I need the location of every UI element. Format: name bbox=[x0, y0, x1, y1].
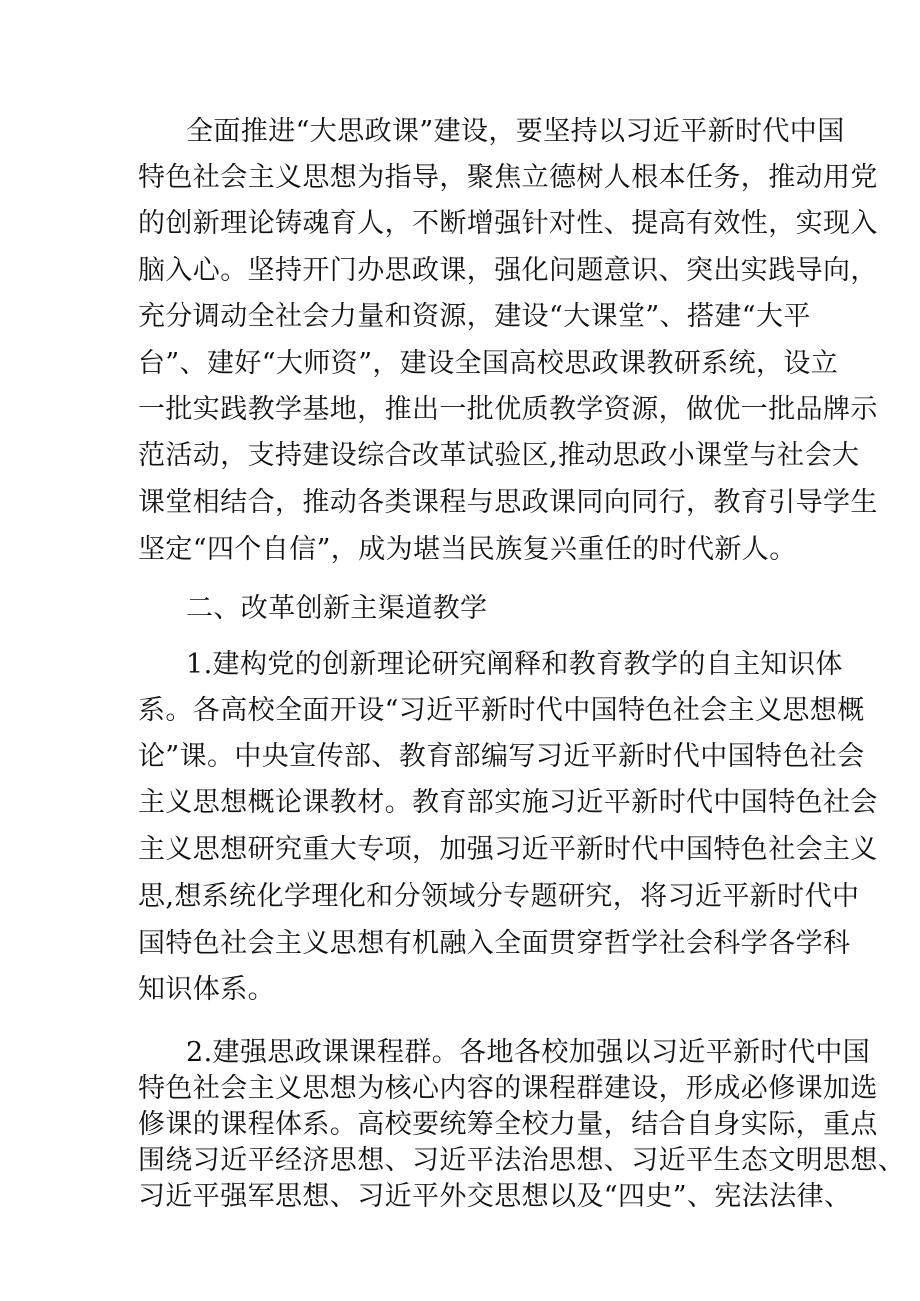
paragraph-1-line-6: 台”、建好“大师资”，建设全国高校思政课教研系统，设立 bbox=[138, 348, 839, 379]
paragraph-1-line-8: 范活动，支持建设综合改革试验区,推动思政小课堂与社会大 bbox=[138, 440, 860, 471]
paragraph-2-line-8: 知识体系。 bbox=[138, 974, 275, 1005]
paragraph-1-line-10: 坚定“四个自信”，成为堪当民族复兴重任的时代新人。 bbox=[138, 534, 797, 565]
paragraph-1-line-4: 脑入心。坚持开门办思政课，强化问题意识、突出实践导向， bbox=[138, 255, 878, 286]
paragraph-3-line-2: 特色社会主义思想为核心内容的课程群建设，形成必修课加选 bbox=[138, 1073, 878, 1104]
paragraph-3-line-5: 习近平强军思想、习近平外交思想以及“四史”、宪法法律、 bbox=[138, 1181, 852, 1212]
paragraph-2-line-1: 1.建构党的创新理论研究阐释和教育教学的自主知识体 bbox=[186, 649, 843, 680]
paragraph-1-line-5: 充分调动全社会力量和资源，建设“大课堂”、搭建“大平 bbox=[138, 301, 811, 332]
paragraph-3-line-4: 围绕习近平经济思想、习近平法治思想、习近平生态文明思想、 bbox=[138, 1145, 906, 1176]
paragraph-2-line-3: 论”课。中央宣传部、教育部编写习近平新时代中国特色社会 bbox=[138, 741, 865, 772]
paragraph-1-line-2: 特色社会主义思想为指导，聚焦立德树人根本任务，推动用党 bbox=[138, 162, 878, 193]
paragraph-3-line-1: 2.建强思政课课程群。各地各校加强以习近平新时代中国 bbox=[186, 1037, 871, 1068]
paragraph-1-line-3: 的创新理论铸魂育人，不断增强针对性、提高有效性，实现入 bbox=[138, 208, 878, 239]
paragraph-2-line-5: 主义思想研究重大专项，加强习近平新时代中国特色社会主义 bbox=[138, 834, 878, 865]
paragraph-2-line-2: 系。各高校全面开设“习近平新时代中国特色社会主义思想概 bbox=[138, 695, 865, 726]
paragraph-3-line-3: 修课的课程体系。高校要统筹全校力量，结合自身实际，重点 bbox=[138, 1109, 878, 1140]
paragraph-2-line-4: 主义思想概论课教材。教育部实施习近平新时代中国特色社会 bbox=[138, 787, 878, 818]
paragraph-2-line-6: 思,想系统化学理化和分领域分专题研究，将习近平新时代中 bbox=[138, 881, 860, 912]
paragraph-1-line-9: 课堂相结合，推动各类课程与思政课同向同行，教育引导学生 bbox=[138, 487, 878, 518]
paragraph-2-line-7: 国特色社会主义思想有机融入全面贯穿哲学社会科学各学科 bbox=[138, 928, 851, 959]
section-heading: 二、改革创新主渠道教学 bbox=[186, 593, 488, 624]
paragraph-1-line-1: 全面推进“大思政课”建设，要坚持以习近平新时代中国 bbox=[186, 116, 845, 147]
paragraph-1-line-7: 一批实践教学基地，推出一批优质教学资源，做优一批品牌示 bbox=[138, 394, 878, 425]
